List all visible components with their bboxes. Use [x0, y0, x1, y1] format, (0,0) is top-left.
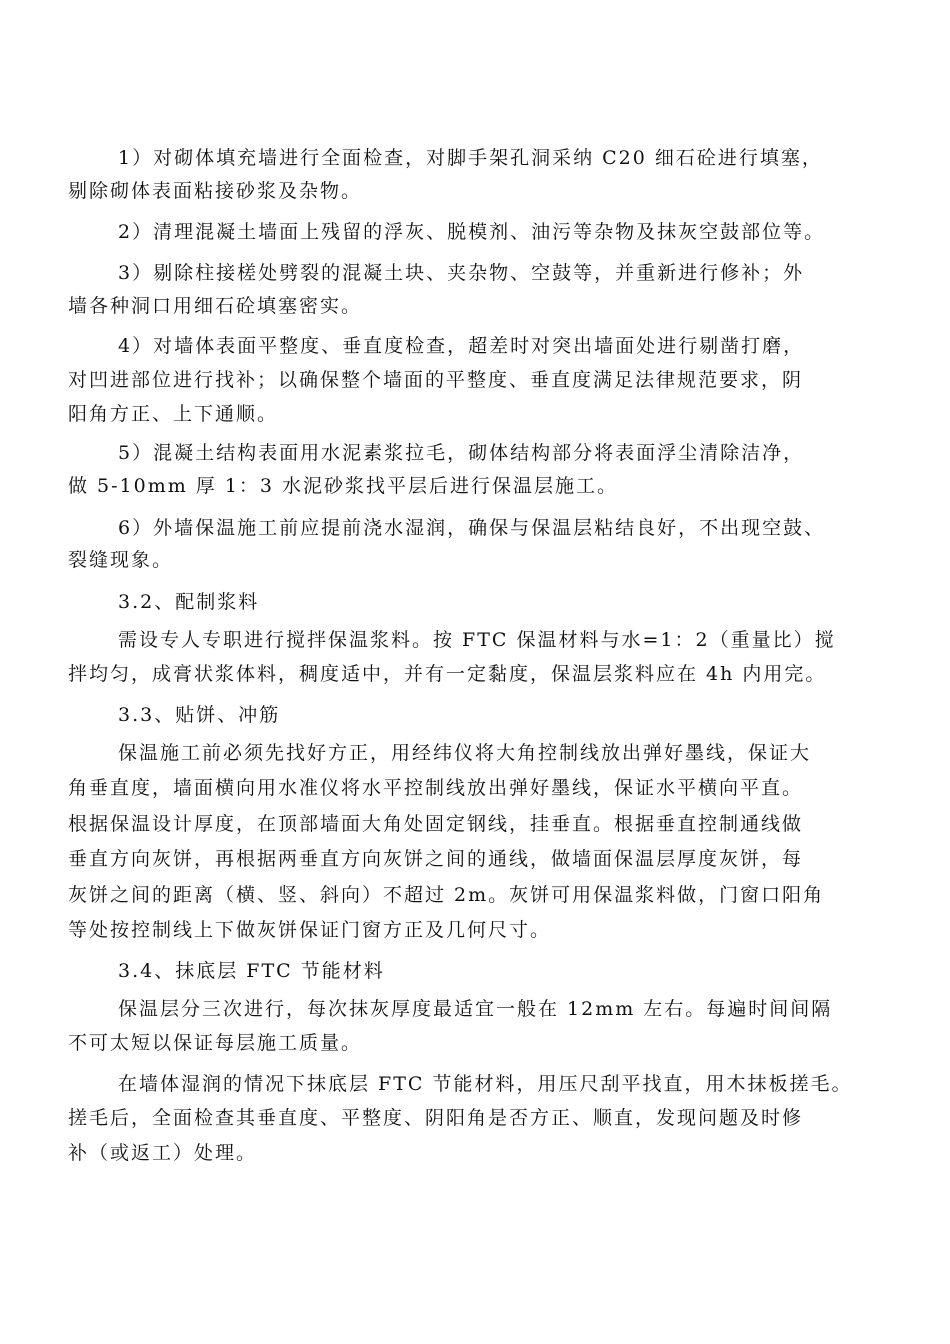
text-line: 不可太短以保证每层施工质量。	[68, 1032, 363, 1054]
text-line: 搓毛后，全面检查其垂直度、平整度、阴阳角是否方正、顺直，发现问题及时修	[68, 1107, 804, 1129]
section-heading: 3.2、配制浆料	[118, 591, 260, 613]
text-line: 剔除砌体表面粘接砂浆及杂物。	[68, 180, 363, 202]
text-line: 墙各种洞口用细石砼填塞密实。	[68, 295, 363, 317]
text-line: 保温层分三次进行，每次抹灰厚度最适宜一般在 12mm 左右。每遍时间间隔	[118, 998, 833, 1020]
text-line: 对凹进部位进行找补；以确保整个墙面的平整度、垂直度满足法律规范要求，阴	[68, 369, 804, 391]
text-line: 1）对砌体填充墙进行全面检查，对脚手架孔洞采纳 C20 细石砼进行填塞，	[118, 147, 823, 169]
text-line: 6）外墙保温施工前应提前浇水湿润，确保与保温层粘结良好，不出现空鼓、	[118, 517, 826, 539]
text-line: 需设专人专职进行搅拌保温浆料。按 FTC 保温材料与水=1：2（重量比）搅	[118, 629, 836, 651]
text-line: 拌均匀，成膏状浆体料，稠度适中，并有一定黏度，保温层浆料应在 4h 内用完。	[68, 663, 827, 685]
section-heading: 3.3、贴饼、冲筋	[118, 704, 281, 726]
text-line: 做 5-10mm 厚 1：3 水泥砂浆找平层后进行保温层施工。	[68, 475, 619, 497]
text-line: 裂缝现象。	[68, 549, 174, 571]
text-line: 补（或返工）处理。	[68, 1142, 258, 1164]
text-line: 4）对墙体表面平整度、垂直度检查，超差时对突出墙面处进行剔凿打磨，	[118, 335, 805, 357]
text-line: 2）清理混凝土墙面上残留的浮灰、脱模剂、油污等杂物及抹灰空鼓部位等。	[118, 221, 826, 243]
text-line: 在墙体湿润的情况下抹底层 FTC 节能材料，用压尺刮平找直，用木抹板搓毛。	[118, 1073, 853, 1095]
text-line: 根据保温设计厚度，在顶部墙面大角处固定钢线，挂垂直。根据垂直控制通线做	[68, 813, 804, 835]
text-line: 3）剔除柱接槎处劈裂的混凝土块、夹杂物、空鼓等，并重新进行修补；外	[118, 262, 805, 284]
text-line: 保温施工前必须先找好方正，用经纬仪将大角控制线放出弹好墨线，保证大	[118, 742, 812, 764]
text-line: 角垂直度，墙面横向用水准仪将水平控制线放出弹好墨线，保证水平横向平直。	[68, 777, 804, 799]
section-heading: 3.4、抹底层 FTC 节能材料	[118, 960, 385, 982]
text-line: 阳角方正、上下通顺。	[68, 403, 279, 425]
text-line: 垂直方向灰饼，再根据两垂直方向灰饼之间的通线，做墙面保温层厚度灰饼，每	[68, 848, 804, 870]
text-line: 5）混凝土结构表面用水泥素浆拉毛，砌体结构部分将表面浮尘清除洁净，	[118, 442, 805, 464]
text-line: 灰饼之间的距离（横、竖、斜向）不超过 2m。灰饼可用保温浆料做，门窗口阳角	[68, 884, 825, 906]
text-line: 等处按控制线上下做灰饼保证门窗方正及几何尺寸。	[68, 919, 552, 941]
